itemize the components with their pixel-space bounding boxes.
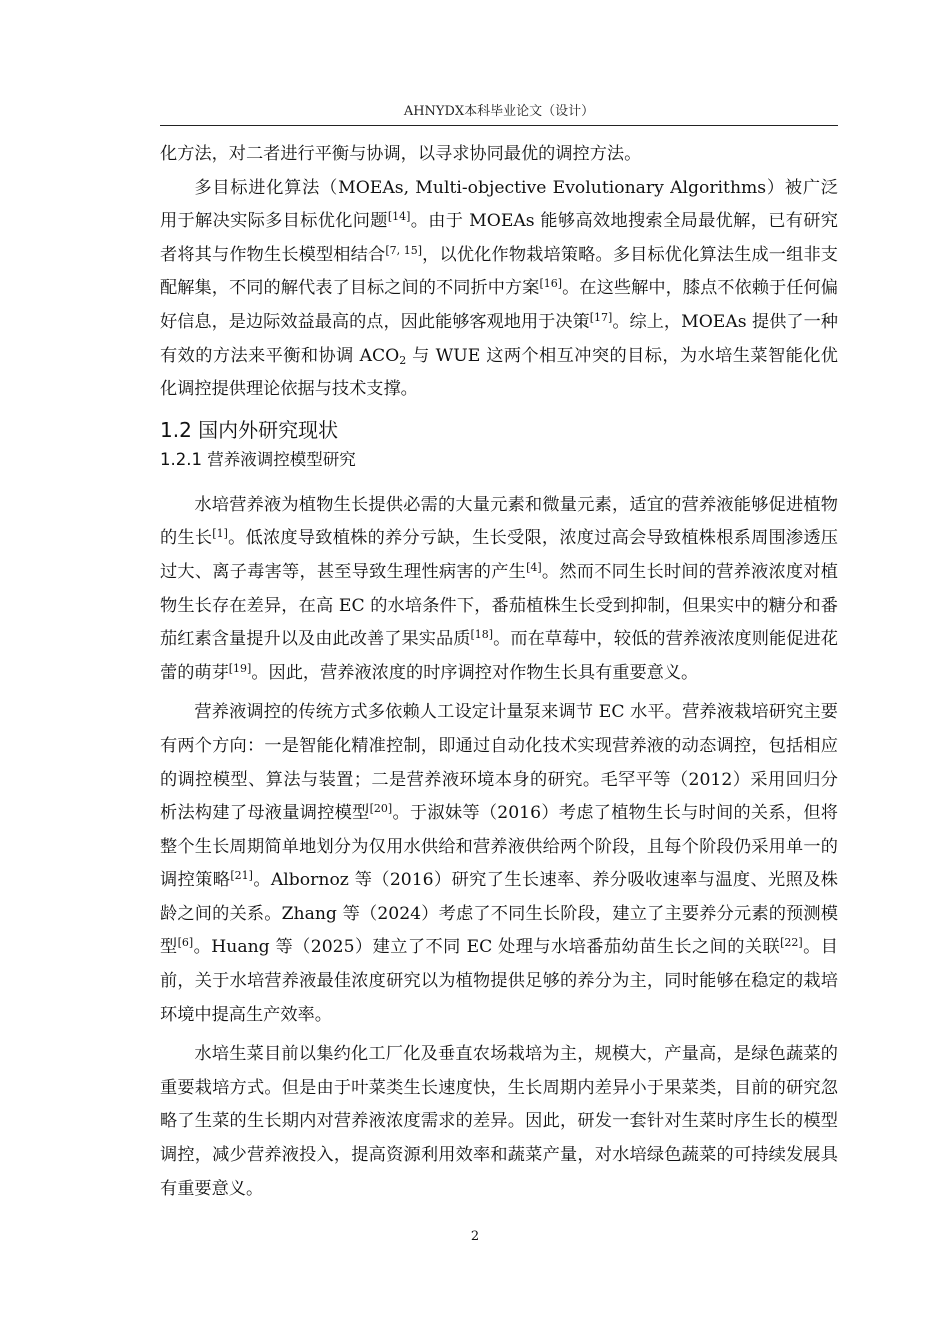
paragraph-control: 营养液调控的传统方式多依赖人工设定计量泵来调节 EC 水平。营养液栽培研究主要有两个方向：一是智能化精准控制，即通过自动化技术实现营养液的动态调控，包括相应的调控模型、算法与装置；二是营养液环境本身的研究。毛罕平等（2012）采用回归分析法构建了母液量调控模型[20]。于淑妹等（2016）考虑了植物生长与时间的关系，但将整个生长周期简单地划分为仅用水供给和营养液供给两个阶段，且每个阶段仍采用单一的调控策略[21]。Albornoz 等（2016）研究了生长速率、养分吸收速率与温度、光照及株龄之间的关系。Zhang 等（2024）考虑了不同生长阶段，建立了主要养分元素的预测模型[6]。Huang 等（2025）建立了不同 EC 处理与水培番茄幼苗生长之间的关联[22]。目前，关于水培营养液最佳浓度研究以为植物提供足够的养分为主，同时能够在稳定的栽培环境中提高生产效率。 [160,702,838,1025]
citation: [1] [212,527,228,541]
citation: [17] [589,310,613,324]
page-body [160,138,838,1206]
citation: [18] [470,628,494,642]
citation: [4] [526,560,542,574]
citation: [14] [387,210,411,224]
subscript: 2 [399,353,407,367]
paragraph-continued: 化方法，对二者进行平衡与协调，以寻求协同最优的调控方法。 [160,144,642,164]
paragraph-nutrient: 水培营养液为植物生长提供必需的大量元素和微量元素，适宜的营养液能够促进植物的生长[1]。低浓度导致植株的养分亏缺，生长受限，浓度过高会导致植株根系周围渗透压过大、离子毒害等，甚至导致生理性病害的产生[4]。然而不同生长时间的营养液浓度对植物生长存在差异，在高 EC 的水培条件下，番茄植株生长受到抑制，但果实中的糖分和番茄红素含量提升以及由此改善了果实品质[18]。而在草莓中，较低的营养液浓度则能促进花蕾的萌芽[19]。因此，营养液浓度的时序调控对作物生长具有重要意义。 [160,494,838,683]
subsection-heading: 1.2.1 营养液调控模型研究 [160,449,356,469]
citation: [20] [369,802,393,816]
paragraph-moeas: 多目标进化算法（MOEAs, Multi-objective Evolutionary Algorithms）被广泛用于解决实际多目标优化问题[14]。由于 MOEAs 能够高效地搜索全局最优解，已有研究者将其与作物生长模型相结合[7, 15]，以优化作物栽培策略。多目标优化算法生成一组非支配解集，不同的解代表了目标之间的不同折中方案[16]。在这些解中，膝点不依赖于任何偏好信息，是边际效益最高的点，因此能够客观地用于决策[17]。综上，MOEAs 提供了一种有效的方法来平衡和协调 $ACO_2$ 与 WUE 这两个相互冲突的目标，为水培生菜智能化优化调控提供理论依据与技术支撑。 [160,177,838,400]
citation: [7, 15] [385,243,423,257]
running-header: AHNYDX本科毕业论文（设计） [403,104,595,119]
citation: [19] [228,661,252,675]
citation: [6] [177,936,194,950]
citation: [16] [539,277,563,291]
paragraph-lettuce: 水培生菜目前以集约化工厂化及垂直农场栽培为主，规模大，产量高，是绿色蔬菜的重要栽培方式。但是由于叶菜类生长速度快，生长周期内差异小于果菜类，目前的研究忽略了生菜的生长期内对营养液浓度需求的差异。因此，研发一套针对生菜时序生长的模型调控，减少营养液投入，提高资源利用效率和蔬菜产量，对水培绿色蔬菜的可持续发展具有重要意义。 [160,1044,838,1199]
citation: [22] [780,936,803,950]
page-number: 2 [470,1229,480,1244]
citation: [21] [230,869,253,883]
section-heading: 1.2 国内外研究现状 [160,417,339,442]
header-rule [160,125,838,126]
